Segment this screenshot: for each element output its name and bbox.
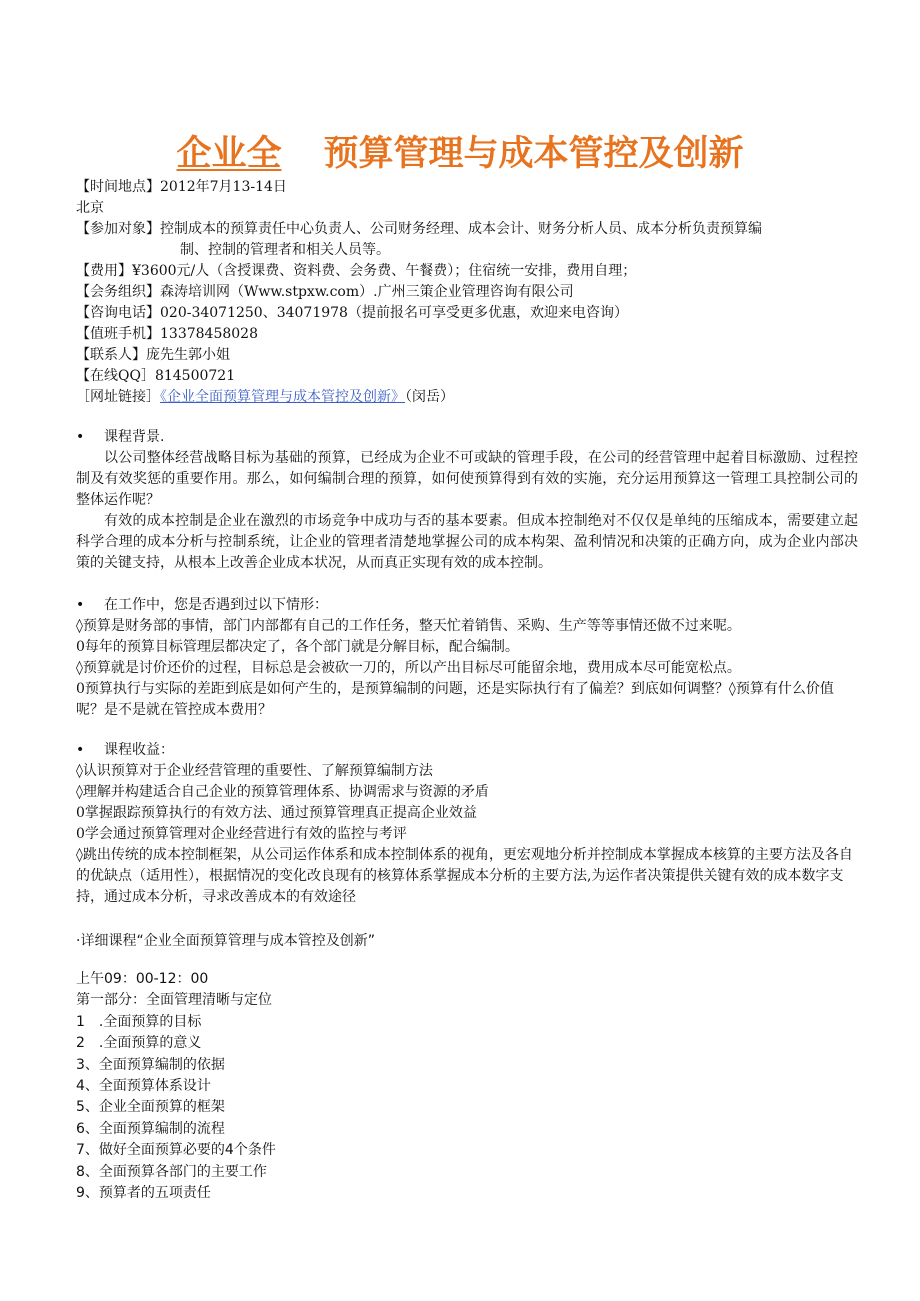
session-time: 上午09：00-12：00 bbox=[76, 971, 209, 987]
info-organizer: 【会务组织】森涛培训网（Www.stpxw.com）.广州三策企业管理咨询有限公司 bbox=[76, 284, 574, 300]
bullet-icon: • bbox=[76, 597, 85, 613]
situation-item: ◊预算就是讨价还价的过程，目标总是会被砍一刀的，所以产出目标尽可能留余地，费用成本尽可能宽松点。 bbox=[76, 660, 741, 676]
situation-heading bbox=[76, 595, 858, 616]
benefit-item: 0学会通过预算管理对企业经营进行有效的监控与考评 bbox=[76, 826, 407, 842]
outline-item: 9、预算者的五项责任 bbox=[76, 1185, 211, 1202]
event-info bbox=[76, 177, 856, 408]
outline-item: 1 .全面预算的目标 bbox=[76, 1013, 202, 1030]
course-outline bbox=[76, 969, 856, 1204]
benefit-item: 0掌握跟踪预算执行的有效方法、通过预算管理真正提高企业效益 bbox=[76, 805, 477, 821]
situation-item: 0预算执行与实际的差距到底是如何产生的，是预算编制的问题，还是实际执行有了偏差？到底如何调整？◊预算有什么价值呢？是不是就在管控成本费用？ bbox=[76, 681, 834, 718]
outline-item: 2 .全面预算的意义 bbox=[76, 1035, 202, 1052]
info-qq: 【在线QQ］814500721 bbox=[76, 368, 236, 384]
part-heading: 第一部分：全面管理清晰与定位 bbox=[76, 992, 272, 1009]
info-time: 【时间地点】2012年7月13-14日 bbox=[76, 179, 287, 195]
info-city: 北京 bbox=[76, 200, 104, 216]
outline-item: 3、全面预算编制的依据 bbox=[76, 1056, 225, 1073]
info-fee: 【费用】¥3600元/人（含授课费、资料费、会务费、午餐费）；住宿统一安排，费用自理； bbox=[76, 263, 637, 279]
detail-heading: ·详细课程“企业全面预算管理与成本管控及创新” bbox=[76, 933, 375, 949]
section-benefits bbox=[76, 740, 858, 908]
situation-item: 0每年的预算目标管理层都决定了，各个部门就是分解目标，配合编制。 bbox=[76, 639, 519, 655]
info-phone: 【咨询电话】020-34071250、34071978（提前报名可享受更多优惠，欢迎来电咨询） bbox=[76, 305, 628, 321]
document-title bbox=[0, 131, 920, 177]
outline-item: 8、全面预算各部门的主要工作 bbox=[76, 1163, 267, 1180]
outline-item: 4、全面预算体系设计 bbox=[76, 1078, 211, 1095]
bullet-icon: • bbox=[76, 429, 85, 445]
title-part-1: 企业全 bbox=[176, 134, 282, 174]
outline-item: 5、企业全面预算的框架 bbox=[76, 1099, 225, 1116]
title-part-2: 预算管理与成本管控及创新 bbox=[323, 134, 744, 174]
background-heading-text: 课程背景. bbox=[104, 429, 165, 445]
benefit-item: ◊理解并构建适合自己企业的预算管理体系、协调需求与资源的矛盾 bbox=[76, 784, 489, 800]
situation-item: ◊预算是财务部的事情，部门内部都有自己的工作任务，整天忙着销售、采购、生产等等事情还做不过来呢。 bbox=[76, 618, 741, 634]
section-background bbox=[76, 427, 858, 574]
background-paragraph-1: 以公司整体经营战略目标为基础的预算，已经成为企业不可或缺的管理手段，在公司的经营管理中起着目标激励、过程控制及有效奖惩的重要作用。那么，如何编制合理的预算，如何使预算得到有效的实施，充分运用预算这一管理工具控制公司的整体运作呢？ bbox=[76, 450, 858, 508]
info-link-row bbox=[76, 387, 856, 408]
background-heading bbox=[76, 427, 858, 448]
benefit-item: ◊跳出传统的成本控制框架，从公司运作体系和成本控制体系的视角，更宏观地分析并控制成本掌握成本核算的主要方法及各自的优缺点（适用性），根据情况的变化改良现有的核算体系掌握成本分析的主要方法,为运作者决策提供关键有效的成本数字支持，通过成本分析，寻求改善成本的有效途径 bbox=[76, 847, 853, 905]
info-audience: 【参加对象】控制成本的预算责任中心负责人、公司财务经理、成本会计、财务分析人员、成本分析负责预算编 bbox=[76, 221, 762, 237]
link-prefix: ［网址链接］ bbox=[76, 389, 160, 405]
background-paragraph-2: 有效的成本控制是企业在激烈的市场竞争中成功与否的基本要素。但成本控制绝对不仅仅是单纯的压缩成本，需要建立起科学合理的成本分析与控制系统，让企业的管理者清楚地掌握公司的成本构架、盈利情况和决策的正确方向，成为企业内部决策的关键支持，从根本上改善企业成本状况，从而真正实现有效的成本控制。 bbox=[76, 513, 858, 571]
course-link[interactable]: 《企业全面预算管理与成本管控及创新》 bbox=[160, 389, 405, 405]
benefit-item: ◊认识预算对于企业经营管理的重要性、了解预算编制方法 bbox=[76, 763, 433, 779]
info-contact: 【联系人】庞先生郭小姐 bbox=[76, 347, 230, 363]
link-suffix: （闵岳） bbox=[405, 389, 454, 405]
info-audience-continued: 制、控制的管理者和相关人员等。 bbox=[180, 242, 390, 258]
benefits-heading-text: 课程收益： bbox=[104, 742, 174, 758]
outline-item: 6、全面预算编制的流程 bbox=[76, 1120, 225, 1137]
outline-item: 7、做好全面预算必要的4个条件 bbox=[76, 1142, 276, 1159]
situation-heading-text: 在工作中，您是否遇到过以下情形： bbox=[104, 597, 328, 613]
bullet-icon: • bbox=[76, 742, 85, 758]
section-situation bbox=[76, 595, 858, 721]
benefits-heading bbox=[76, 740, 858, 761]
info-mobile: 【值班手机】13378458028 bbox=[76, 326, 258, 342]
